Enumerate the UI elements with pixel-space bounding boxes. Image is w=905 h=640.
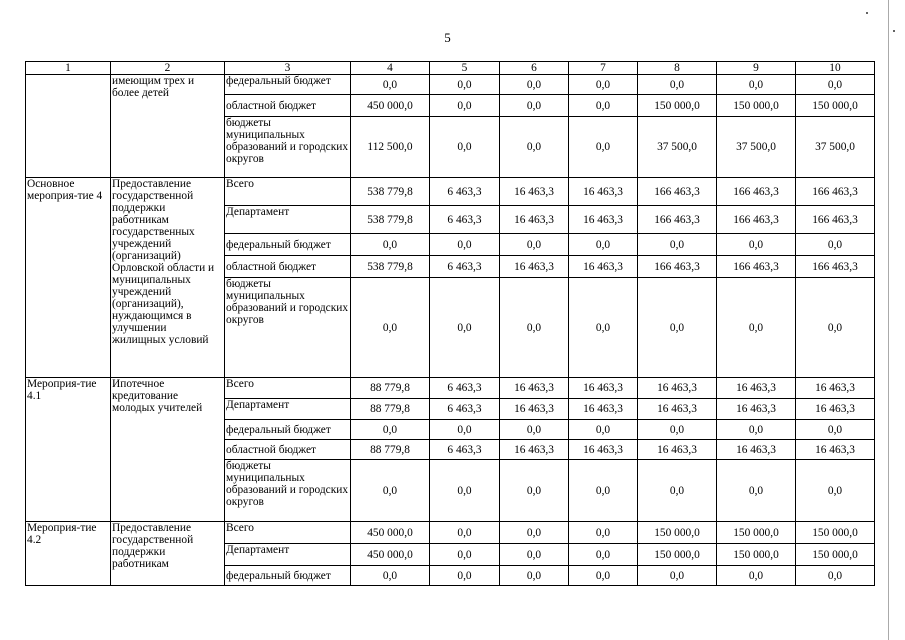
funding-source: Всего	[225, 178, 351, 206]
amount-cell: 6 463,3	[430, 178, 500, 206]
amount-cell: 37 500,0	[717, 117, 796, 178]
amount-cell: 0,0	[500, 117, 569, 178]
amount-cell: 16 463,3	[500, 440, 569, 460]
amount-cell: 0,0	[569, 522, 638, 544]
header-row	[26, 62, 875, 75]
funding-source: Департамент	[225, 206, 351, 234]
amount-cell: 538 779,8	[351, 206, 430, 234]
amount-cell: 150 000,0	[796, 522, 875, 544]
amount-cell: 0,0	[430, 420, 500, 440]
amount-cell: 0,0	[796, 420, 875, 440]
funding-source: Департамент	[225, 544, 351, 566]
table-row	[26, 378, 875, 399]
measure-label: Мероприя-тие 4.2	[26, 522, 111, 586]
amount-cell: 0,0	[569, 460, 638, 522]
amount-cell: 0,0	[500, 544, 569, 566]
amount-cell: 0,0	[500, 95, 569, 117]
amount-cell: 16 463,3	[569, 399, 638, 420]
amount-cell: 0,0	[638, 460, 717, 522]
header-cell: 3	[225, 62, 351, 75]
amount-cell: 150 000,0	[796, 95, 875, 117]
amount-cell: 0,0	[569, 544, 638, 566]
amount-cell: 166 463,3	[638, 256, 717, 278]
header-cell: 2	[111, 62, 225, 75]
amount-cell: 6 463,3	[430, 399, 500, 420]
amount-cell: 0,0	[796, 75, 875, 95]
amount-cell: 0,0	[500, 234, 569, 256]
measure-description: Предоставление государственной поддержки работникам государственных учреждений (организаций) Орловской области и муниципальных учреждений (организаций), нуждающимся в улучшении жилищных условий	[111, 178, 225, 378]
amount-cell: 16 463,3	[500, 178, 569, 206]
amount-cell: 166 463,3	[638, 178, 717, 206]
amount-cell: 0,0	[638, 75, 717, 95]
amount-cell: 150 000,0	[796, 544, 875, 566]
amount-cell: 166 463,3	[796, 178, 875, 206]
funding-source: бюджеты муниципальных образований и городских округов	[225, 460, 351, 522]
scan-speck	[893, 30, 895, 32]
amount-cell: 0,0	[430, 566, 500, 586]
amount-cell: 0,0	[430, 75, 500, 95]
amount-cell: 0,0	[351, 460, 430, 522]
amount-cell: 0,0	[569, 420, 638, 440]
amount-cell: 0,0	[430, 117, 500, 178]
amount-cell: 538 779,8	[351, 256, 430, 278]
amount-cell: 450 000,0	[351, 95, 430, 117]
amount-cell: 16 463,3	[569, 440, 638, 460]
amount-cell: 166 463,3	[717, 256, 796, 278]
amount-cell: 0,0	[638, 234, 717, 256]
funding-source: бюджеты муниципальных образований и городских округов	[225, 278, 351, 378]
funding-source: федеральный бюджет	[225, 75, 351, 95]
amount-cell: 0,0	[569, 95, 638, 117]
amount-cell: 0,0	[717, 75, 796, 95]
amount-cell: 166 463,3	[638, 206, 717, 234]
header-cell: 8	[638, 62, 717, 75]
table-row	[26, 75, 875, 95]
amount-cell: 16 463,3	[500, 256, 569, 278]
header-cell: 6	[500, 62, 569, 75]
measure-label: Основное мероприя-тие 4	[26, 178, 111, 378]
amount-cell: 166 463,3	[796, 256, 875, 278]
amount-cell: 0,0	[500, 278, 569, 378]
measure-description: Ипотечное кредитование молодых учителей	[111, 378, 225, 522]
amount-cell: 16 463,3	[638, 399, 717, 420]
amount-cell: 0,0	[796, 566, 875, 586]
funding-source: областной бюджет	[225, 440, 351, 460]
amount-cell: 16 463,3	[569, 378, 638, 399]
amount-cell: 538 779,8	[351, 178, 430, 206]
amount-cell: 6 463,3	[430, 440, 500, 460]
amount-cell: 450 000,0	[351, 522, 430, 544]
budget-table	[25, 61, 875, 586]
amount-cell: 0,0	[717, 278, 796, 378]
amount-cell: 88 779,8	[351, 399, 430, 420]
table-row	[26, 178, 875, 206]
amount-cell: 150 000,0	[638, 522, 717, 544]
amount-cell: 0,0	[717, 234, 796, 256]
amount-cell: 0,0	[351, 234, 430, 256]
funding-source: федеральный бюджет	[225, 420, 351, 440]
amount-cell: 0,0	[796, 460, 875, 522]
amount-cell: 6 463,3	[430, 206, 500, 234]
amount-cell: 0,0	[351, 75, 430, 95]
measure-description: Предоставление государственной поддержки работникам	[111, 522, 225, 586]
amount-cell: 166 463,3	[717, 178, 796, 206]
amount-cell: 166 463,3	[717, 206, 796, 234]
page-edge	[888, 0, 889, 640]
amount-cell: 16 463,3	[569, 178, 638, 206]
amount-cell: 0,0	[569, 117, 638, 178]
header-cell: 1	[26, 62, 111, 75]
amount-cell: 0,0	[500, 522, 569, 544]
funding-source: Департамент	[225, 399, 351, 420]
amount-cell: 16 463,3	[796, 399, 875, 420]
amount-cell: 16 463,3	[638, 378, 717, 399]
table-row	[26, 522, 875, 544]
funding-source: федеральный бюджет	[225, 234, 351, 256]
amount-cell: 0,0	[569, 234, 638, 256]
amount-cell: 16 463,3	[717, 440, 796, 460]
amount-cell: 0,0	[430, 278, 500, 378]
amount-cell: 0,0	[638, 566, 717, 586]
amount-cell: 0,0	[430, 522, 500, 544]
amount-cell: 16 463,3	[500, 206, 569, 234]
amount-cell: 6 463,3	[430, 378, 500, 399]
amount-cell: 150 000,0	[717, 95, 796, 117]
amount-cell: 0,0	[717, 566, 796, 586]
measure-label: Мероприя-тие 4.1	[26, 378, 111, 522]
amount-cell: 150 000,0	[717, 522, 796, 544]
amount-cell: 0,0	[430, 234, 500, 256]
amount-cell: 0,0	[500, 420, 569, 440]
amount-cell: 0,0	[500, 460, 569, 522]
amount-cell: 16 463,3	[796, 378, 875, 399]
amount-cell: 16 463,3	[569, 256, 638, 278]
funding-source: Всего	[225, 378, 351, 399]
amount-cell: 16 463,3	[569, 206, 638, 234]
amount-cell: 0,0	[351, 278, 430, 378]
amount-cell: 0,0	[796, 278, 875, 378]
amount-cell: 0,0	[638, 420, 717, 440]
measure-description: имеющим трех и более детей	[111, 75, 225, 178]
measure-label	[26, 75, 111, 178]
funding-source: областной бюджет	[225, 256, 351, 278]
amount-cell: 150 000,0	[638, 95, 717, 117]
amount-cell: 0,0	[430, 460, 500, 522]
amount-cell: 16 463,3	[500, 378, 569, 399]
amount-cell: 37 500,0	[638, 117, 717, 178]
amount-cell: 0,0	[569, 75, 638, 95]
amount-cell: 0,0	[430, 544, 500, 566]
header-cell: 7	[569, 62, 638, 75]
amount-cell: 0,0	[638, 278, 717, 378]
amount-cell: 112 500,0	[351, 117, 430, 178]
amount-cell: 88 779,8	[351, 440, 430, 460]
amount-cell: 150 000,0	[717, 544, 796, 566]
amount-cell: 0,0	[569, 278, 638, 378]
amount-cell: 0,0	[430, 95, 500, 117]
amount-cell: 0,0	[717, 420, 796, 440]
amount-cell: 0,0	[796, 234, 875, 256]
amount-cell: 0,0	[351, 566, 430, 586]
amount-cell: 88 779,8	[351, 378, 430, 399]
amount-cell: 16 463,3	[638, 440, 717, 460]
amount-cell: 150 000,0	[638, 544, 717, 566]
amount-cell: 37 500,0	[796, 117, 875, 178]
table-body	[26, 62, 875, 586]
amount-cell: 0,0	[500, 75, 569, 95]
header-cell: 5	[430, 62, 500, 75]
amount-cell: 16 463,3	[717, 399, 796, 420]
scan-speck	[866, 12, 868, 14]
header-cell: 10	[796, 62, 875, 75]
amount-cell: 0,0	[569, 566, 638, 586]
amount-cell: 16 463,3	[796, 440, 875, 460]
amount-cell: 166 463,3	[796, 206, 875, 234]
header-cell: 4	[351, 62, 430, 75]
amount-cell: 0,0	[351, 420, 430, 440]
funding-source: Всего	[225, 522, 351, 544]
amount-cell: 16 463,3	[500, 399, 569, 420]
amount-cell: 450 000,0	[351, 544, 430, 566]
amount-cell: 0,0	[500, 566, 569, 586]
page-number: 5	[444, 30, 451, 45]
amount-cell: 0,0	[717, 460, 796, 522]
amount-cell: 6 463,3	[430, 256, 500, 278]
funding-source: областной бюджет	[225, 95, 351, 117]
funding-source: бюджеты муниципальных образований и городских округов	[225, 117, 351, 178]
header-cell: 9	[717, 62, 796, 75]
funding-source: федеральный бюджет	[225, 566, 351, 586]
amount-cell: 16 463,3	[717, 378, 796, 399]
